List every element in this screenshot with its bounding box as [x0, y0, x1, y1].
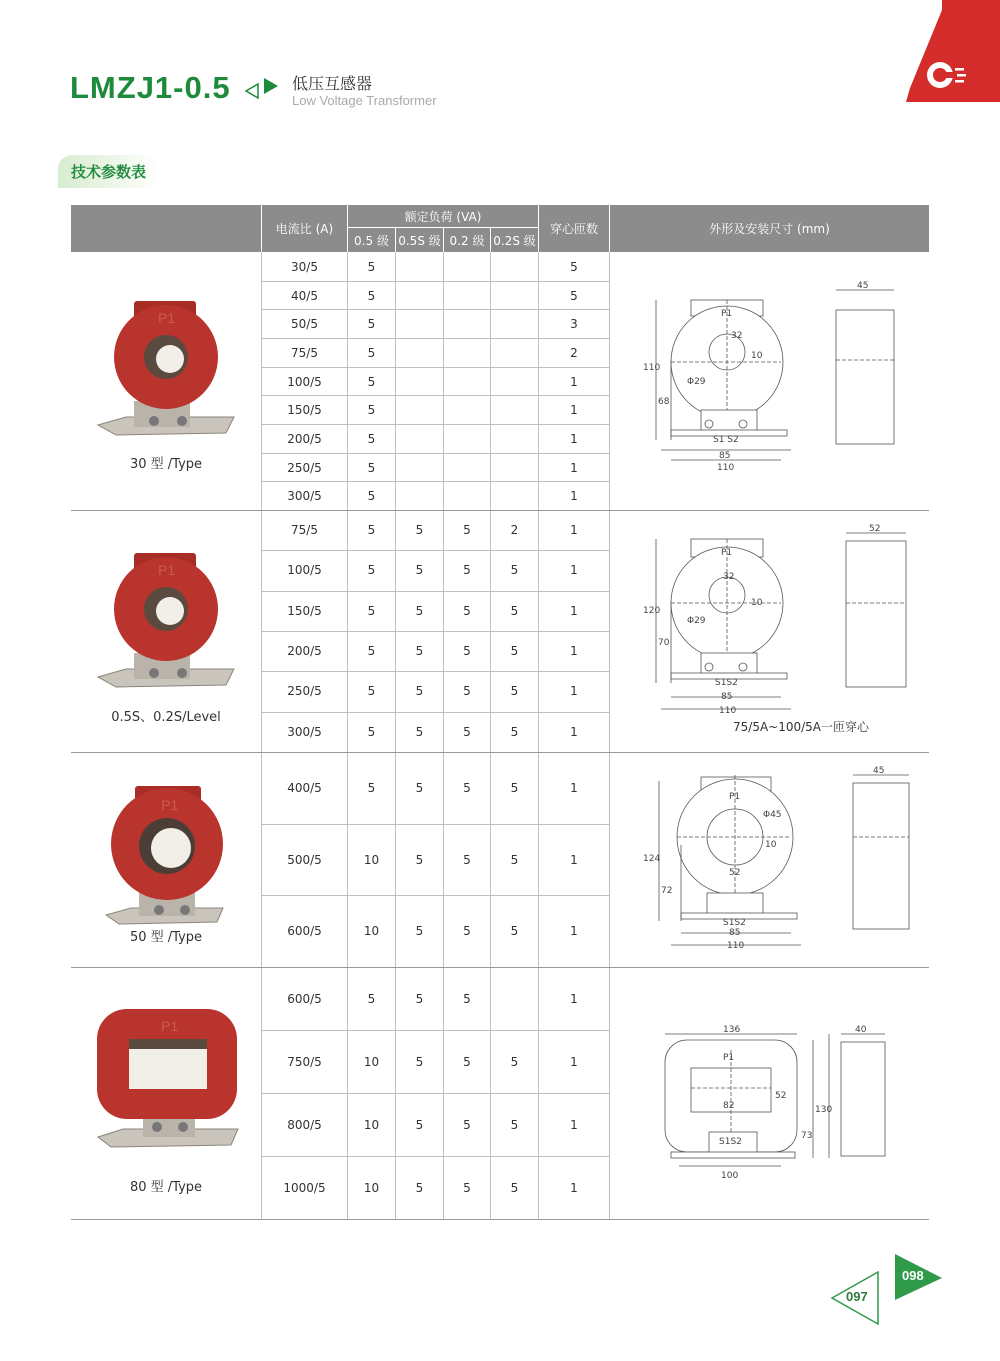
model-title: LMZJ1-0.5 — [70, 70, 231, 105]
table-cell-c02: 5 — [463, 523, 471, 537]
table-cell-c02: 5 — [463, 924, 471, 938]
title-english: Low Voltage Transformer — [292, 93, 437, 108]
table-cell-c05s: 5 — [415, 853, 424, 867]
dim-height2: 72 — [661, 886, 673, 896]
table-cell-c02 — [444, 424, 490, 453]
table-cell-c05s: 5 — [415, 604, 424, 618]
dim-w1: 32 — [723, 572, 735, 582]
arrow-icon — [244, 76, 280, 102]
table-cell-c05: 5 — [367, 460, 376, 475]
product-photo-level — [96, 545, 236, 699]
page-number-left: 097 — [846, 1289, 868, 1304]
dim-terminals: S1S2 — [715, 678, 738, 688]
table-cell-ratio: 800/5 — [287, 1117, 322, 1132]
table-cell-c02s: 5 — [510, 853, 519, 867]
drawing-note: 75/5A~100/5A一匝穿心 — [733, 720, 870, 734]
table-cell-c05s — [396, 481, 443, 510]
table-cell-turns: 1 — [570, 402, 578, 417]
table-cell-c05s — [396, 252, 443, 281]
table-cell-turns: 1 — [570, 488, 578, 503]
table-cell-ratio: 150/5 — [287, 604, 322, 618]
dim-terminals: S1 S2 — [713, 435, 739, 445]
table-cell-c02s: 5 — [510, 781, 519, 795]
dim-height: 130 — [815, 1105, 833, 1115]
dim-bore: Φ29 — [687, 377, 706, 387]
table-cell-c05s — [396, 338, 443, 367]
table-cell-c05s — [396, 281, 443, 310]
table-cell-c02s: 5 — [510, 684, 519, 698]
table-cell-ratio: 100/5 — [287, 563, 322, 577]
table-cell-c02s: 5 — [510, 1117, 519, 1132]
dim-w2: 10 — [751, 351, 763, 361]
table-cell-c02s: 5 — [510, 563, 519, 577]
col-divider — [609, 252, 610, 1219]
table-cell-c02s — [491, 453, 538, 482]
dim-p1: P1 — [729, 792, 741, 802]
header-image-col — [71, 205, 261, 252]
table-cell-ratio: 300/5 — [287, 488, 322, 503]
table-cell-c02s — [491, 967, 538, 1030]
header-class-02s: 0.2S 级 — [491, 228, 538, 252]
table-cell-c02: 5 — [463, 604, 471, 618]
table-cell-turns: 1 — [570, 991, 578, 1006]
table-cell-c05s — [396, 395, 443, 424]
table-cell-c05s — [396, 367, 443, 396]
table-cell-c02 — [444, 281, 490, 310]
dim-height2: 70 — [658, 638, 670, 648]
table-cell-c02s — [491, 424, 538, 453]
table-cell-turns: 1 — [570, 781, 578, 795]
table-cell-c05s — [396, 309, 443, 338]
table-cell-ratio: 250/5 — [287, 460, 322, 475]
table-cell-turns: 1 — [570, 684, 578, 698]
caption-50-type: 50 型 /Type — [129, 930, 203, 945]
table-cell-c02s: 5 — [510, 1180, 519, 1195]
dimension-drawing-level — [631, 523, 921, 727]
table-cell-c05: 5 — [367, 781, 376, 795]
section-title: 技术参数表 — [58, 155, 158, 188]
table-cell-c05: 10 — [363, 1054, 380, 1069]
table-cell-c05s: 5 — [415, 563, 424, 577]
table-cell-ratio: 75/5 — [291, 523, 318, 537]
table-cell-c05: 5 — [367, 402, 376, 417]
table-cell-turns: 1 — [570, 604, 578, 618]
table-cell-ratio: 40/5 — [291, 288, 318, 303]
dim-p1: P1 — [723, 1053, 735, 1063]
dim-w2: 10 — [765, 840, 777, 850]
header-ratio: 电流比 (A) — [262, 205, 347, 252]
table-cell-c05: 5 — [367, 684, 376, 698]
table-cell-c05: 5 — [367, 374, 376, 389]
header-class-05: 0.5 级 — [348, 228, 395, 252]
table-cell-c02: 5 — [463, 781, 471, 795]
dim-w2: 52 — [775, 1091, 787, 1101]
table-cell-turns: 1 — [570, 644, 578, 658]
svg-text:P1: P1 — [161, 1018, 179, 1034]
table-cell-turns: 1 — [570, 725, 578, 739]
dim-base1: 100 — [721, 1171, 739, 1181]
table-cell-ratio: 250/5 — [287, 684, 322, 698]
dim-base2: 110 — [717, 463, 735, 473]
table-cell-c02s — [491, 481, 538, 510]
table-cell-c05: 10 — [363, 924, 380, 938]
table-cell-c02: 5 — [463, 563, 471, 577]
table-cell-c02: 5 — [463, 991, 471, 1006]
table-cell-c05s: 5 — [415, 781, 424, 795]
table-cell-c05: 5 — [367, 725, 376, 739]
table-cell-c02 — [444, 367, 490, 396]
svg-text:P1: P1 — [158, 310, 176, 326]
header-class-05s: 0.5S 级 — [396, 228, 443, 252]
svg-text:P1: P1 — [161, 797, 179, 813]
table-cell-turns: 1 — [570, 853, 578, 867]
table-cell-c02 — [444, 395, 490, 424]
page-number-right: 098 — [902, 1268, 924, 1283]
table-cell-c05s: 5 — [415, 1180, 424, 1195]
table-cell-c02s — [491, 395, 538, 424]
table-cell-c05: 5 — [367, 563, 376, 577]
table-cell-c05: 5 — [367, 991, 376, 1006]
table-cell-c05: 5 — [367, 288, 376, 303]
table-cell-c02s: 5 — [510, 1054, 519, 1069]
table-cell-c02: 5 — [463, 684, 471, 698]
table-cell-c05: 5 — [367, 431, 376, 446]
title-chinese: 低压互感器 — [292, 74, 373, 93]
table-cell-ratio: 200/5 — [287, 644, 322, 658]
table-cell-turns: 1 — [570, 523, 578, 537]
table-cell-ratio: 30/5 — [291, 259, 318, 274]
table-cell-c02 — [444, 453, 490, 482]
table-cell-c05: 10 — [363, 1117, 380, 1132]
dim-terminals: S1S2 — [719, 1137, 742, 1147]
table-cell-c02s — [491, 338, 538, 367]
table-cell-c02: 5 — [463, 853, 471, 867]
table-cell-c02s — [491, 367, 538, 396]
table-cell-ratio: 300/5 — [287, 725, 322, 739]
dim-p1: P1 — [721, 309, 733, 319]
dim-height: 110 — [643, 363, 661, 373]
table-cell-ratio: 100/5 — [287, 374, 322, 389]
dim-base2: 110 — [727, 941, 745, 951]
header-turns: 穿心匝数 — [539, 205, 609, 252]
table-cell-turns: 5 — [570, 259, 578, 274]
dim-side: 45 — [857, 281, 869, 291]
svg-text:P1: P1 — [158, 562, 176, 578]
table-cell-c05s — [396, 424, 443, 453]
table-cell-c05: 5 — [367, 523, 376, 537]
header-dimensions: 外形及安装尺寸 (mm) — [610, 205, 929, 252]
table-cell-c05s: 5 — [415, 1117, 424, 1132]
table-cell-turns: 3 — [570, 316, 578, 331]
table-cell-c02: 5 — [463, 725, 471, 739]
table-cell-turns: 1 — [570, 563, 578, 577]
table-cell-c05s: 5 — [415, 1054, 424, 1069]
table-cell-c05s: 5 — [415, 644, 424, 658]
table-cell-turns: 1 — [570, 431, 578, 446]
table-cell-c05s: 5 — [415, 684, 424, 698]
table-cell-c02: 5 — [463, 1054, 471, 1069]
table-cell-c02 — [444, 481, 490, 510]
dim-height: 124 — [643, 854, 661, 864]
table-cell-c05: 5 — [367, 316, 376, 331]
dim-side: 45 — [873, 766, 885, 776]
table-cell-c05s — [396, 453, 443, 482]
table-cell-c05: 10 — [363, 853, 380, 867]
table-cell-c05: 5 — [367, 604, 376, 618]
table-cell-c02s: 5 — [510, 644, 519, 658]
dim-bore: Φ45 — [763, 810, 782, 820]
table-cell-ratio: 200/5 — [287, 431, 322, 446]
dim-base1: 85 — [721, 692, 733, 702]
table-cell-ratio: 1000/5 — [283, 1180, 326, 1195]
table-cell-c05: 5 — [367, 644, 376, 658]
table-cell-c05s: 5 — [415, 924, 424, 938]
product-photo-80 — [93, 1005, 243, 1159]
dim-base1: 85 — [719, 451, 731, 461]
table-cell-c05: 10 — [363, 1180, 380, 1195]
table-cell-c05s: 5 — [415, 991, 424, 1006]
dim-side: 40 — [855, 1025, 867, 1035]
table-cell-ratio: 75/5 — [291, 345, 318, 360]
table-cell-c02s: 5 — [510, 604, 519, 618]
table-cell-ratio: 50/5 — [291, 316, 318, 331]
dim-w1: 32 — [731, 331, 743, 341]
table-cell-c05: 5 — [367, 259, 376, 274]
caption-30-type: 30 型 /Type — [129, 457, 203, 472]
table-cell-c05s: 5 — [415, 725, 424, 739]
product-photo-50 — [101, 780, 231, 934]
table-cell-c02 — [444, 252, 490, 281]
brand-logo — [900, 0, 1000, 102]
table-cell-turns: 1 — [570, 924, 578, 938]
table-cell-turns: 1 — [570, 1117, 578, 1132]
table-cell-c02 — [444, 309, 490, 338]
dim-terminals: S1S2 — [723, 918, 746, 928]
dim-bore: Φ29 — [687, 616, 706, 626]
table-cell-c02s: 5 — [510, 725, 519, 739]
dim-height: 120 — [643, 606, 661, 616]
table-cell-turns: 1 — [570, 1054, 578, 1069]
table-cell-c02s — [491, 309, 538, 338]
table-cell-c02s — [491, 281, 538, 310]
table-cell-c02: 5 — [463, 1117, 471, 1132]
dim-base1: 85 — [729, 928, 741, 938]
table-cell-turns: 1 — [570, 374, 578, 389]
table-cell-turns: 1 — [570, 1180, 578, 1195]
dim-w2: 10 — [751, 598, 763, 608]
table-cell-c05s: 5 — [415, 523, 424, 537]
table-cell-c05: 5 — [367, 345, 376, 360]
table-cell-c02s: 5 — [510, 924, 519, 938]
page-footer — [640, 1210, 1000, 1357]
dim-w1: 82 — [723, 1101, 735, 1111]
table-cell-ratio: 500/5 — [287, 853, 322, 867]
dimension-drawing-30 — [631, 280, 921, 484]
dim-w1: 52 — [729, 868, 741, 878]
dim-top: 136 — [723, 1025, 741, 1035]
table-cell-c05: 5 — [367, 488, 376, 503]
dimension-drawing-80 — [651, 1020, 921, 1194]
table-cell-c02s: 2 — [510, 523, 519, 537]
dimension-drawing-50 — [631, 765, 921, 959]
caption-80-type: 80 型 /Type — [129, 1180, 203, 1195]
table-cell-ratio: 150/5 — [287, 402, 322, 417]
table-cell-ratio: 750/5 — [287, 1054, 322, 1069]
dim-height2: 73 — [801, 1131, 813, 1141]
table-cell-c02: 5 — [463, 644, 471, 658]
table-cell-c02 — [444, 338, 490, 367]
table-cell-c02s — [491, 252, 538, 281]
table-cell-c02: 5 — [463, 1180, 471, 1195]
dim-height2: 68 — [658, 397, 670, 407]
table-cell-turns: 5 — [570, 288, 578, 303]
table-cell-ratio: 400/5 — [287, 781, 322, 795]
product-photo-30 — [96, 293, 236, 447]
table-cell-turns: 2 — [570, 345, 578, 360]
table-cell-ratio: 600/5 — [287, 924, 322, 938]
header-burden: 额定负荷 (VA) — [348, 205, 538, 227]
table-cell-turns: 1 — [570, 460, 578, 475]
table-cell-ratio: 600/5 — [287, 991, 322, 1006]
header-class-02: 0.2 级 — [444, 228, 490, 252]
dim-base2: 110 — [719, 706, 737, 716]
caption-level: 0.5S、0.2S/Level — [111, 710, 221, 725]
dim-p1: P1 — [721, 548, 733, 558]
dim-side: 52 — [869, 524, 881, 534]
